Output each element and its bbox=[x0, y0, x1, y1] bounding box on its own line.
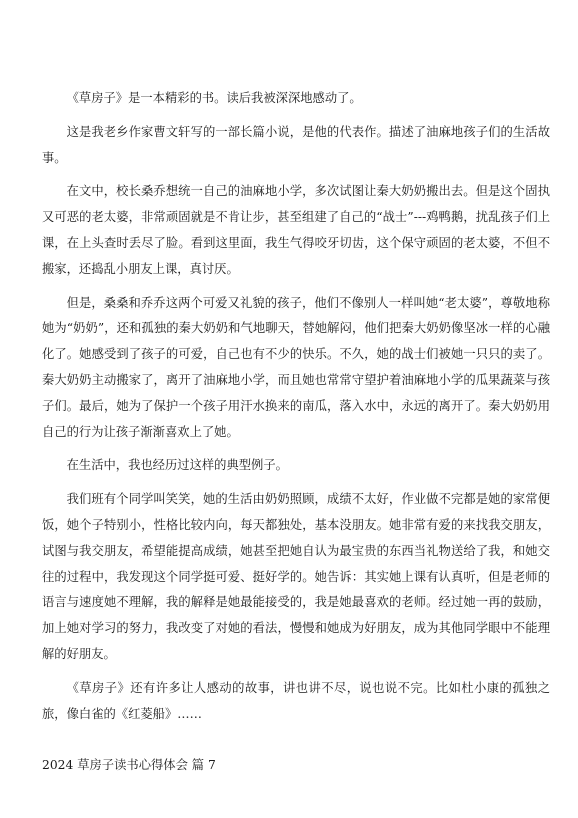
paragraph: 我们班有个同学叫笑笑，她的生活由奶奶照顾，成绩不太好，作业做不完都是她的家常便饭，她个子特别小，性格比较内向，每天都独处，基本没朋友。她非常有爱的来找我交朋友，试图与我交朋友，希望能提高成绩，她甚至把她自认为最宝贵的东西当礼物送给了我，和她交往的过程中，我发现这个同学挺可爱、挺好学的。她告诉：其实她上课有认真听，但是老师的语言与速度她不理解，我的解释是她最能接受的，我是她最喜欢的老师。经过她一再的鼓励，加上她对学习的努力，我改变了对她的看法，慢慢和她成为好朋友，成为其他同学眼中不能理解的好朋友。 bbox=[42, 492, 550, 661]
paragraph: 《草房子》是一本精彩的书。读后我被深深地感动了。 bbox=[66, 91, 362, 105]
paragraph: 在生活中，我也经历过这样的典型例子。 bbox=[66, 458, 288, 473]
paragraph: 《草房子》还有许多让人感动的故事，讲也讲不尽，说也说不完。比如杜小康的孤独之旅，像白雀的《红菱船》…… bbox=[42, 680, 550, 721]
document-body bbox=[42, 86, 550, 735]
paragraph: 在文中，校长桑乔想统一自己的油麻地小学，多次试图让秦大奶奶搬出去。但是这个固执又可恶的老太婆，非常顽固就是不肯让步，甚至组建了自己的“战士”---鸡鸭鹅，扰乱孩子们上课，在上头查时丢尽了脸。看到这里面，我生气得咬牙切齿，这个保守顽固的老太婆，不但不搬家，还捣乱小朋友上课，真讨厌。 bbox=[42, 184, 550, 276]
section-heading: 2024 草房子读书心得体会 篇 7 bbox=[42, 758, 216, 772]
paragraph: 这是我老乡作家曹文轩写的一部长篇小说，是他的代表作。描述了油麻地孩子们的生活故事。 bbox=[42, 124, 550, 165]
paragraph: 但是，桑桑和乔乔这两个可爱又礼貌的孩子，他们不像别人一样叫她“老太婆”，尊敬地称她为“奶奶”，还和孤独的秦大奶奶和气地聊天，替她解闷，他们把秦大奶奶像坚冰一样的心融化了。她感受到了孩子的可爱，自己也有不少的快乐。不久，她的战士们被她一只只的卖了。秦大奶奶主动搬家了，离开了油麻地小学，而且她也常常守望护着油麻地小学的瓜果蔬菜与孩子们。最后，她为了保护一个孩子用汗水换来的南瓜，落入水中，永远的离开了。秦大奶奶用自己的行为让孩子渐渐喜欢上了她。 bbox=[42, 295, 550, 439]
